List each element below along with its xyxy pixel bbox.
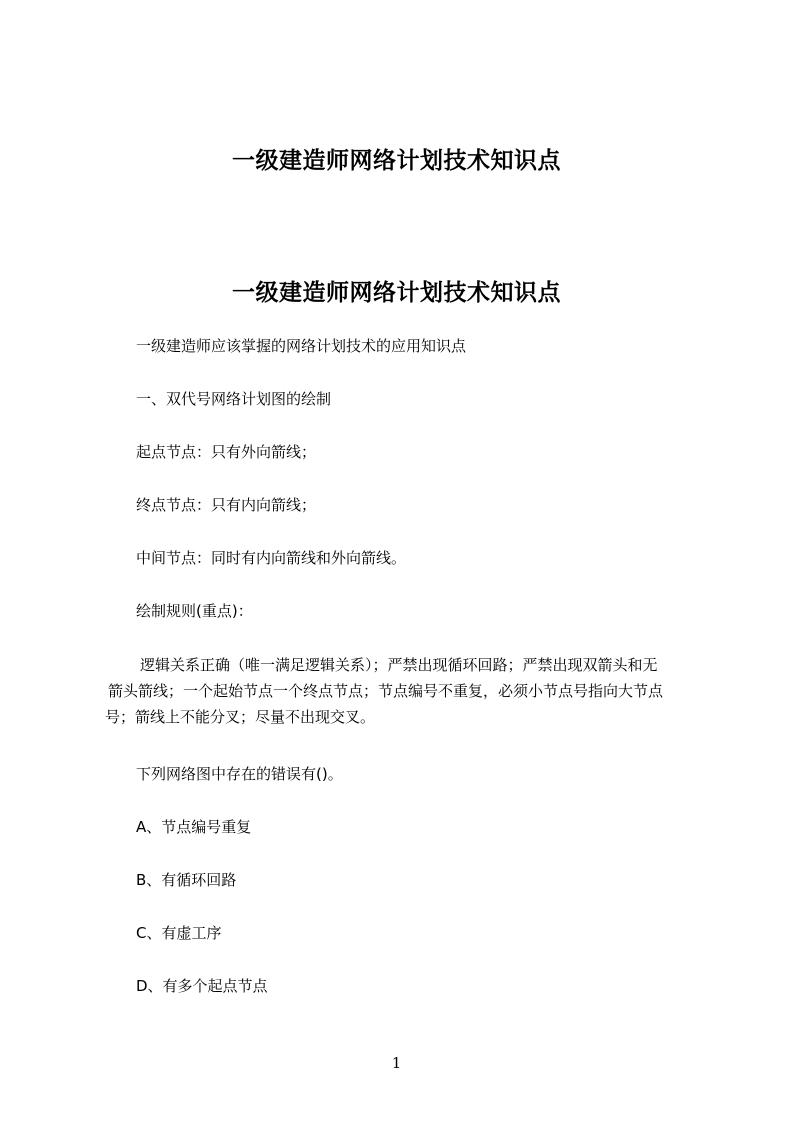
rules-line: 逻辑关系正确（唯一满足逻辑关系）；严禁出现循环回路；严禁出现双箭头和无 (140, 656, 658, 674)
intro-paragraph: 一级建造师应该掌握的网络计划技术的应用知识点 (136, 337, 467, 355)
section-heading: 一、双代号网络计划图的绘制 (136, 390, 332, 408)
rules-heading: 绘制规则(重点)： (136, 602, 253, 620)
main-title: 一级建造师网络计划技术知识点 (232, 280, 561, 306)
rules-line: 箭头箭线；一个起始节点一个终点节点；节点编号不重复，必须小节点号指向大节点 (108, 682, 664, 700)
middle-node-paragraph: 中间节点：同时有内向箭线和外向箭线。 (136, 549, 407, 567)
page-number: 1 (391, 1054, 402, 1072)
header-title: 一级建造师网络计划技术知识点 (232, 148, 561, 174)
option-d: D、有多个起点节点 (136, 977, 268, 995)
question-paragraph: 下列网络图中存在的错误有()。 (136, 765, 343, 783)
option-a: A、节点编号重复 (136, 818, 252, 836)
option-b: B、有循环回路 (136, 871, 237, 889)
end-node-paragraph: 终点节点：只有内向箭线； (136, 496, 317, 514)
rules-paragraph (105, 652, 705, 730)
rules-line: 号；箭线上不能分叉；尽量不出现交叉。 (105, 708, 376, 726)
option-c: C、有虚工序 (136, 924, 222, 942)
start-node-paragraph: 起点节点：只有外向箭线； (136, 443, 317, 461)
